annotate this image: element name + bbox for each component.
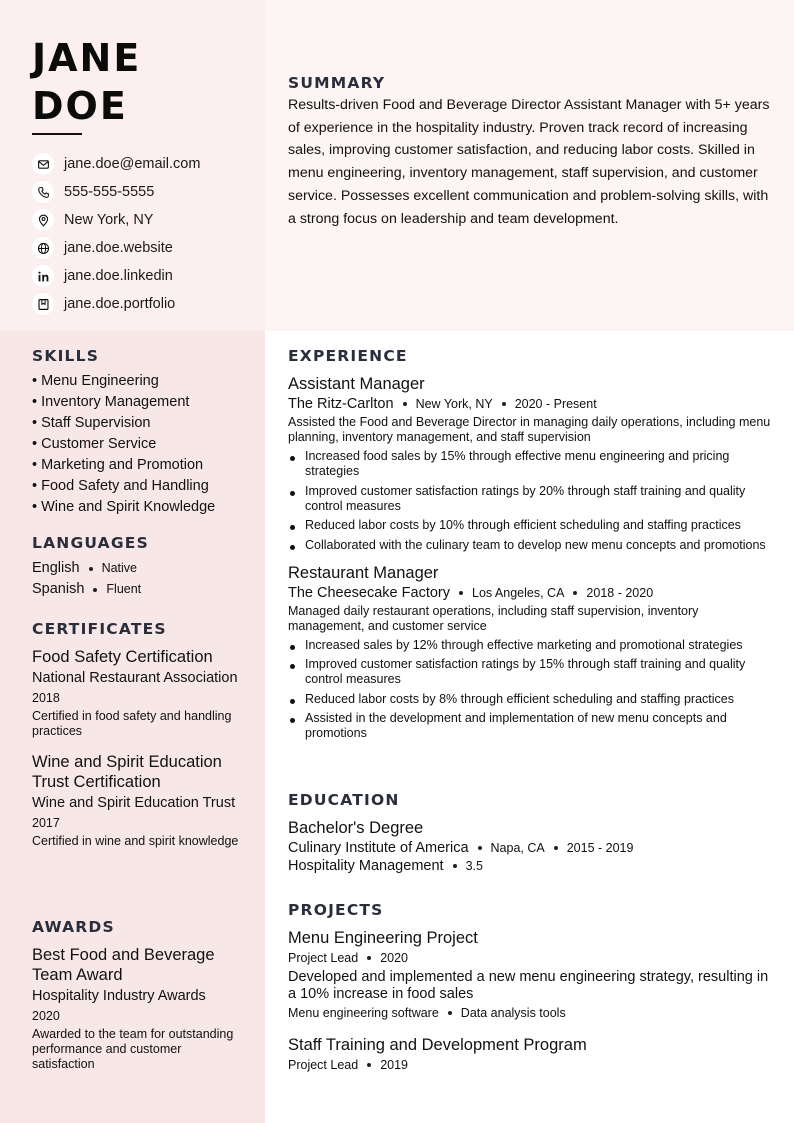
certificate-desc: Certified in food safety and handling practices — [32, 709, 232, 738]
project-meta — [288, 951, 774, 965]
certificate-name: Food Safety Certification — [32, 648, 213, 666]
globe-icon — [32, 237, 54, 259]
contact-text: jane.doe.linkedin — [64, 268, 173, 284]
job-dates: 2020 - Present — [514, 397, 597, 411]
project-role: Project Lead — [288, 1058, 359, 1072]
section-title: SKILLS — [32, 347, 100, 365]
certificate-year: 2018 — [32, 691, 60, 705]
certificate-name: Wine and Spirit Education Trust Certification — [32, 753, 222, 791]
job-bullet: Reduced labor costs by 8% through efficient scheduling and staffing practices — [288, 692, 774, 707]
separator-dot — [93, 588, 97, 592]
field-of-study: Hospitality Management — [288, 858, 444, 874]
separator-dot — [89, 567, 93, 571]
section-title: PROJECTS — [288, 901, 384, 919]
project-tool: Menu engineering software — [288, 1006, 439, 1020]
section-title: EXPERIENCE — [288, 347, 408, 365]
certificate-year: 2017 — [32, 816, 60, 830]
contact-website[interactable] — [32, 234, 200, 262]
degree: Bachelor's Degree — [288, 819, 424, 837]
certificates-section — [32, 620, 247, 849]
name-divider — [32, 133, 82, 135]
projects-section — [288, 901, 774, 1072]
contact-phone[interactable] — [32, 178, 200, 206]
contact-text: jane.doe.website — [64, 240, 173, 256]
first-name: JANE — [32, 36, 142, 80]
awards-section — [32, 918, 247, 1072]
phone-icon — [32, 181, 54, 203]
project-item — [288, 928, 774, 1020]
project-description: Developed and implemented a new menu engineering strategy, resulting in a 10% increase in food sales — [288, 969, 769, 1002]
separator-dot — [459, 591, 463, 595]
job-company: The Ritz-Carlton — [288, 396, 394, 412]
skill-item: • Inventory Management — [32, 394, 190, 410]
job-bullet: Improved customer satisfaction ratings by 15% through staff training and quality control measures — [288, 657, 774, 687]
certificate-org: Wine and Spirit Education Trust — [32, 795, 236, 811]
job-bullet: Assisted in the development and implementation of new menu concepts and promotions — [288, 711, 774, 741]
contact-text: jane.doe.portfolio — [64, 296, 176, 312]
job-company: The Cheesecake Factory — [288, 584, 450, 601]
award-year: 2020 — [32, 1009, 60, 1023]
summary-section — [288, 74, 774, 230]
certificate-item — [32, 647, 247, 739]
project-name: Staff Training and Development Program — [288, 1036, 587, 1054]
job-bullet: Increased food sales by 15% through effective menu engineering and pricing strategies — [288, 449, 774, 479]
section-title: SUMMARY — [288, 74, 386, 92]
section-title: CERTIFICATES — [32, 620, 167, 638]
school-location: Napa, CA — [490, 841, 545, 855]
job-meta — [288, 396, 774, 412]
award-org: Hospitality Industry Awards — [32, 988, 206, 1004]
linkedin-icon — [32, 265, 54, 287]
contact-list — [32, 150, 200, 318]
certificate-desc: Certified in wine and spirit knowledge — [32, 834, 239, 848]
job-title: Restaurant Manager — [288, 563, 439, 582]
job-bullet: Reduced labor costs by 10% through efficient scheduling and staffing practices — [288, 518, 774, 533]
candidate-name — [32, 34, 141, 130]
education-meta — [288, 840, 774, 856]
project-tool: Data analysis tools — [460, 1006, 566, 1020]
education-field-row — [288, 858, 774, 874]
contact-linkedin[interactable] — [32, 262, 200, 290]
language-name: English — [32, 560, 80, 576]
award-item — [32, 945, 247, 1072]
project-name: Menu Engineering Project — [288, 929, 478, 947]
mail-icon — [32, 153, 54, 175]
portfolio-icon — [32, 293, 54, 315]
skill-item: • Food Safety and Handling — [32, 478, 209, 494]
job-bullets — [288, 638, 774, 742]
experience-section — [288, 347, 774, 746]
certificate-org: National Restaurant Association — [32, 670, 238, 686]
last-name: DOE — [32, 84, 128, 128]
language-item — [32, 579, 247, 600]
project-year: 2020 — [380, 951, 408, 965]
separator-dot — [367, 956, 371, 960]
language-name: Spanish — [32, 581, 85, 597]
award-desc: Awarded to the team for outstanding performance and customer satisfaction — [32, 1027, 234, 1071]
separator-dot — [573, 591, 577, 595]
gpa: 3.5 — [465, 859, 483, 873]
job-location: Los Angeles, CA — [472, 585, 565, 600]
job-bullet: Collaborated with the culinary team to develop new menu concepts and promotions — [288, 538, 774, 553]
job-description: Managed daily restaurant operations, including staff supervision, inventory management, and customer service — [288, 603, 699, 633]
skill-item: • Staff Supervision — [32, 415, 151, 431]
certificate-item — [32, 752, 247, 849]
contact-location — [32, 206, 200, 234]
separator-dot — [453, 864, 457, 868]
summary-text: Results-driven Food and Beverage Director Assistant Manager with 5+ years of experience in the hospitality industry. Proven track record of increasing sales, improving customer satisfaction, and reducing labor costs. Skilled in menu engineering, inventory management, staff supervision, and customer service. Possesses excellent communication and problem-solving skills, with a strong focus on leadership and team development. — [288, 97, 770, 227]
contact-email[interactable] — [32, 150, 200, 178]
skills-section — [32, 347, 247, 518]
separator-dot — [367, 1063, 371, 1067]
separator-dot — [478, 846, 482, 850]
separator-dot — [502, 402, 506, 406]
school-name: Culinary Institute of America — [288, 840, 469, 856]
contact-text: 555-555-5555 — [64, 184, 155, 200]
job-bullet: Improved customer satisfaction ratings by 20% through staff training and quality control measures — [288, 484, 774, 514]
skill-item: • Customer Service — [32, 436, 157, 452]
project-item — [288, 1035, 774, 1072]
job-title: Assistant Manager — [288, 375, 425, 393]
separator-dot — [403, 402, 407, 406]
contact-text: New York, NY — [64, 212, 154, 228]
skill-item: • Wine and Spirit Knowledge — [32, 499, 216, 515]
education-section — [288, 791, 774, 874]
section-title: LANGUAGES — [32, 534, 149, 552]
separator-dot — [554, 846, 558, 850]
job-dates: 2018 - 2020 — [586, 585, 654, 600]
skill-item: • Marketing and Promotion — [32, 457, 204, 473]
education-dates: 2015 - 2019 — [566, 841, 634, 855]
job-bullet: Increased sales by 12% through effective marketing and promotional strategies — [288, 638, 774, 653]
contact-portfolio[interactable] — [32, 290, 200, 318]
section-title: AWARDS — [32, 918, 115, 936]
project-tools — [288, 1006, 774, 1020]
project-meta — [288, 1058, 774, 1072]
job-description: Assisted the Food and Beverage Director in managing daily operations, including menu planning, inventory management, and staff supervision — [288, 415, 771, 444]
skills-list — [32, 371, 247, 518]
job-item — [288, 374, 774, 553]
job-item — [288, 563, 774, 742]
job-location: New York, NY — [415, 397, 493, 411]
contact-text: jane.doe@email.com — [64, 156, 201, 172]
project-role: Project Lead — [288, 951, 359, 965]
location-pin-icon — [32, 209, 54, 231]
award-name: Best Food and Beverage Team Award — [32, 946, 215, 984]
language-level: Fluent — [106, 582, 142, 596]
section-title: EDUCATION — [288, 791, 400, 809]
languages-section — [32, 534, 247, 600]
job-bullets — [288, 449, 774, 553]
language-level: Native — [101, 561, 137, 575]
project-year: 2019 — [380, 1058, 408, 1072]
language-item — [32, 558, 247, 579]
separator-dot — [448, 1011, 452, 1015]
job-meta — [288, 585, 774, 601]
skill-item: • Menu Engineering — [32, 373, 159, 389]
